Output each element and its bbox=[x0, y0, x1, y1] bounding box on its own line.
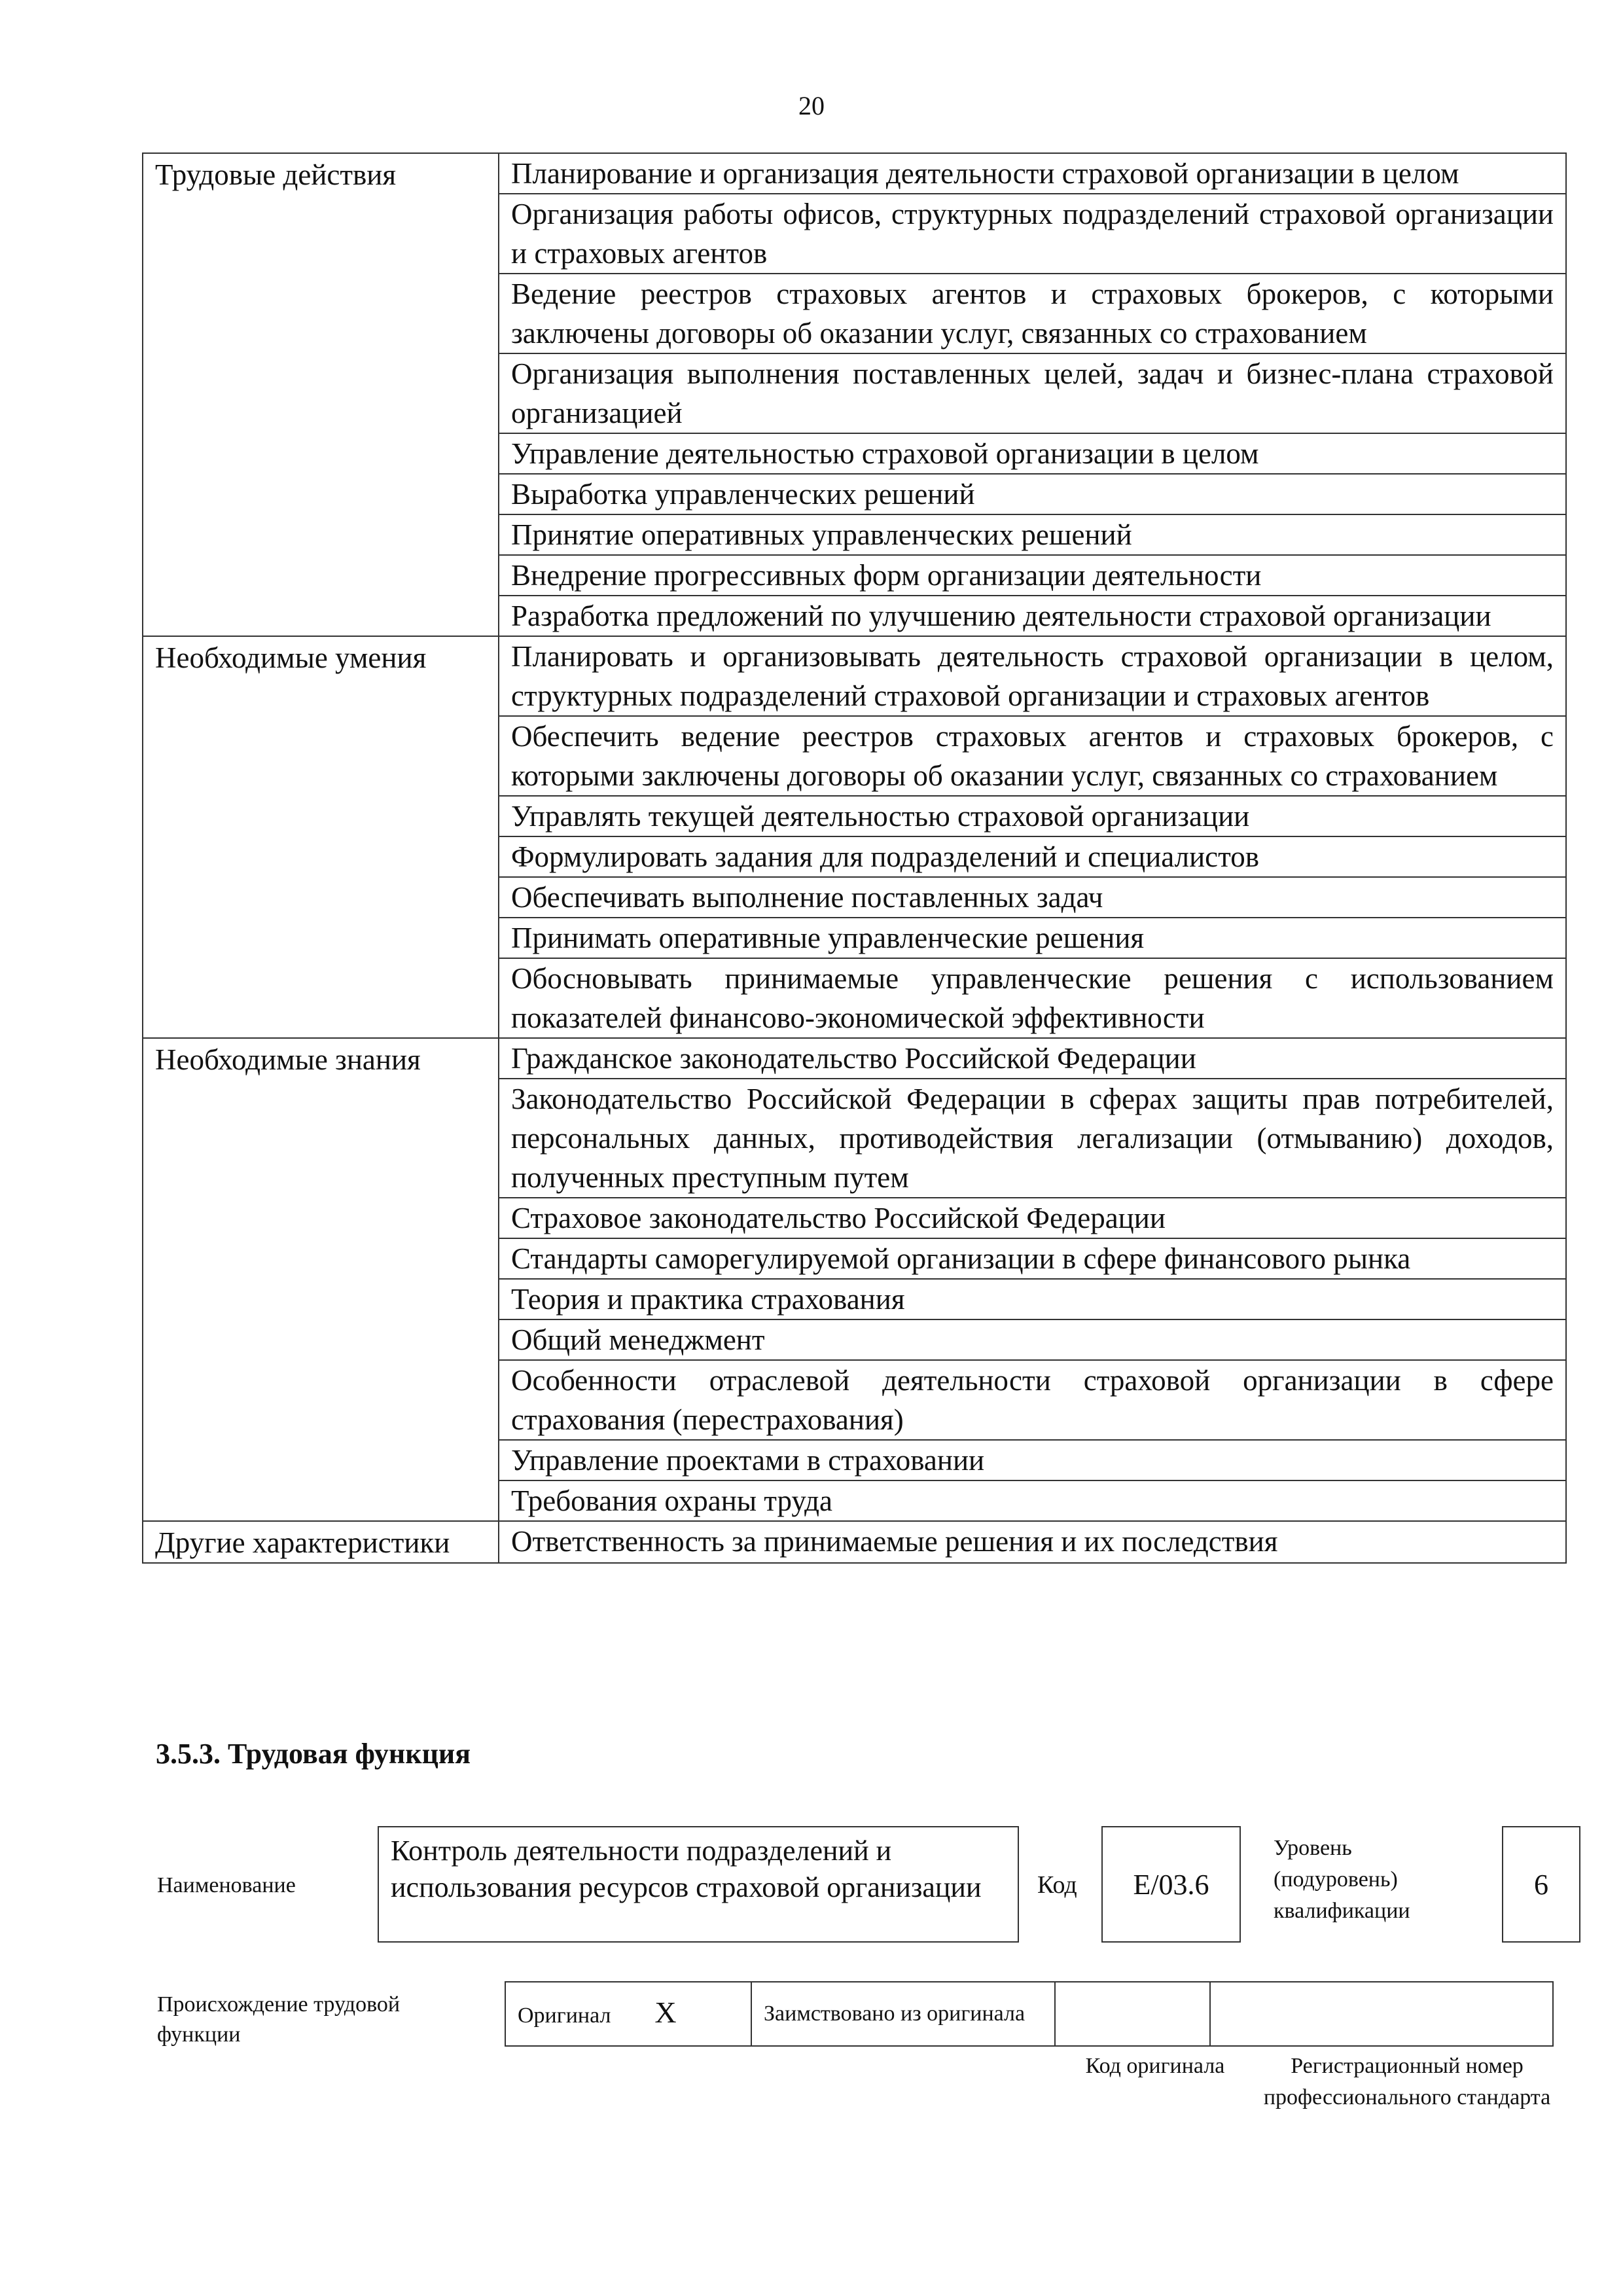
row-group-label: Необходимые знания bbox=[143, 1038, 499, 1521]
table-row bbox=[143, 1038, 1566, 1079]
row-item: Планировать и организовывать деятельность страховой организации в целом, структурных подразделений страховой организации и страховых агентов bbox=[499, 636, 1566, 716]
row-group-label: Другие характеристики bbox=[143, 1521, 499, 1563]
row-item: Выработка управленческих решений bbox=[499, 474, 1566, 514]
origin-code-caption: Код оригинала bbox=[1085, 2054, 1225, 2078]
row-item: Принимать оперативные управленческие решения bbox=[499, 918, 1566, 958]
table-row bbox=[143, 1521, 1566, 1563]
labor-function-table bbox=[142, 152, 1567, 1564]
row-item: Организация выполнения поставленных целей, задач и бизнес-плана страховой организацией bbox=[499, 353, 1566, 433]
row-item: Законодательство Российской Федерации в сферах защиты прав потребителей, персональных данных, противодействия легализации (отмыванию) доходов, полученных преступным путем bbox=[499, 1079, 1566, 1198]
row-item: Обеспечивать выполнение поставленных задач bbox=[499, 877, 1566, 918]
origin-original-cell bbox=[505, 1982, 751, 2046]
origin-borrowed-cell bbox=[751, 1982, 1055, 2046]
table-row bbox=[143, 636, 1566, 716]
page-number: 20 bbox=[798, 91, 825, 120]
row-item: Принятие оперативных управленческих решений bbox=[499, 514, 1566, 555]
row-group-label: Трудовые действия bbox=[143, 153, 499, 636]
section-heading: 3.5.3. Трудовая функция bbox=[156, 1738, 471, 1770]
qualification-level-label bbox=[1274, 1833, 1470, 1927]
row-item: Стандарты саморегулируемой организации в сфере финансового рынка bbox=[499, 1238, 1566, 1279]
row-item: Управление проектами в страховании bbox=[499, 1440, 1566, 1480]
qualification-level-value: 6 bbox=[1502, 1826, 1580, 1943]
origin-label bbox=[157, 1990, 484, 2050]
function-name-label: Наименование bbox=[157, 1873, 296, 1897]
row-item: Организация работы офисов, структурных подразделений страховой организации и страховых агентов bbox=[499, 194, 1566, 274]
row-item: Обеспечить ведение реестров страховых агентов и страховых брокеров, с которыми заключены договоры об оказании услуг, связанных со страхованием bbox=[499, 716, 1566, 796]
origin-label-text: Происхождение трудовой функции bbox=[157, 1992, 401, 2047]
row-item: Требования охраны труда bbox=[499, 1480, 1566, 1521]
function-code-label: Код bbox=[1037, 1871, 1077, 1899]
function-code-value: E/03.6 bbox=[1101, 1826, 1241, 1943]
row-item: Обосновывать принимаемые управленческие решения с использованием показателей финансово-экономической эффективности bbox=[499, 958, 1566, 1038]
origin-original-label: Оригинал bbox=[518, 2003, 611, 2028]
row-item: Планирование и организация деятельности страховой организации в целом bbox=[499, 153, 1566, 194]
row-item: Управлять текущей деятельностью страховой организации bbox=[499, 796, 1566, 836]
origin-code-cell bbox=[1055, 1982, 1210, 2046]
row-item: Особенности отраслевой деятельности страховой организации в сфере страхования (перестрахования) bbox=[499, 1360, 1566, 1440]
function-name-value: Контроль деятельности подразделений и использования ресурсов страховой организации bbox=[378, 1826, 1019, 1943]
qualification-level-text: Уровень (подуровень) квалификации bbox=[1274, 1836, 1410, 1923]
row-item: Ведение реестров страховых агентов и страховых брокеров, с которыми заключены договоры об оказании услуг, связанных со страхованием bbox=[499, 274, 1566, 353]
origin-table bbox=[505, 1981, 1554, 2047]
row-item: Ответственность за принимаемые решения и их последствия bbox=[499, 1521, 1566, 1563]
row-item: Теория и практика страхования bbox=[499, 1279, 1566, 1319]
origin-borrowed-label: Заимствовано из оригинала bbox=[764, 2001, 1026, 2026]
row-item: Страховое законодательство Российской Федерации bbox=[499, 1198, 1566, 1238]
origin-reg-caption: Регистрационный номер профессионального стандарта bbox=[1263, 2054, 1551, 2109]
row-item: Гражданское законодательство Российской Федерации bbox=[499, 1038, 1566, 1079]
row-item: Разработка предложений по улучшению деятельности страховой организации bbox=[499, 596, 1566, 636]
table-row bbox=[143, 153, 1566, 194]
row-group-label: Необходимые умения bbox=[143, 636, 499, 1038]
row-item: Общий менеджмент bbox=[499, 1319, 1566, 1360]
row-item: Внедрение прогрессивных форм организации деятельности bbox=[499, 555, 1566, 596]
row-item: Управление деятельностью страховой организации в целом bbox=[499, 433, 1566, 474]
origin-original-mark: X bbox=[654, 1995, 677, 2029]
origin-reg-number-cell bbox=[1210, 1982, 1553, 2046]
row-item: Формулировать задания для подразделений и специалистов bbox=[499, 836, 1566, 877]
